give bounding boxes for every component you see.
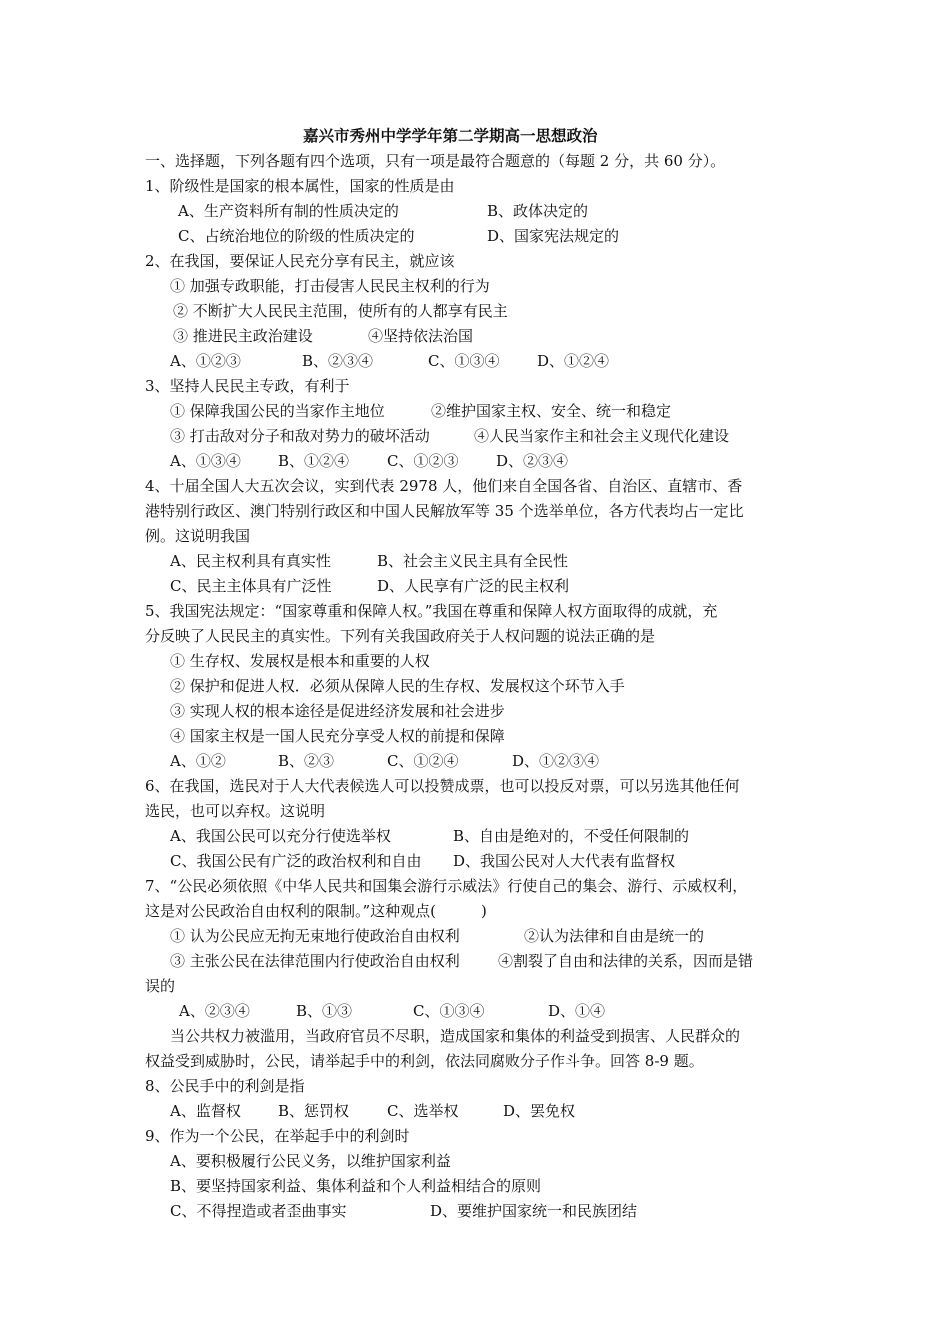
question-5-statement-1: ① 生存权、发展权是根本和重要的人权 [170, 652, 430, 670]
question-2-option-c: C、①③④ [428, 352, 500, 370]
question-3-option-b: B、①②④ [278, 452, 350, 470]
question-1-option-a: A、生产资料所有制的性质决定的 [178, 202, 399, 220]
question-7-options [0, 999, 950, 1023]
question-2-stem: 2、在我国，要保证人民充分享有民主，就应该 [145, 252, 455, 270]
question-2-statement-2: ② 不断扩大人民民主范围，使所有的人都享有民主 [173, 302, 508, 320]
question-2-statements-row [0, 324, 950, 348]
section-heading: 一、选择题，下列各题有四个选项，只有一项是最符合题意的（每题 2 分，共 60 分）。 [145, 152, 726, 170]
question-3-stem: 3、坚持人民民主专政，有利于 [145, 377, 350, 395]
passage-line-1: 当公共权力被滥用，当政府官员不尽职，造成国家和集体的利益受到损害、人民群众的 [170, 1027, 741, 1045]
question-3-option-c: C、①②③ [387, 452, 459, 470]
question-5-statement-2: ② 保护和促进人权．必须从保障人民的生存权、发展权这个环节入手 [170, 677, 625, 695]
question-7-statements-row-2 [0, 949, 950, 973]
question-3-statement-2: ②维护国家主权、安全、统一和稳定 [431, 402, 672, 420]
question-9-stem: 9、作为一个公民，在举起手中的利剑时 [145, 1127, 410, 1145]
question-5-statement-3: ③ 实现人权的根本途径是促进经济发展和社会进步 [170, 702, 505, 720]
question-7-statements-row-1 [0, 924, 950, 948]
question-2-option-d: D、①②④ [537, 352, 610, 370]
question-2-statement-1: ① 加强专政职能，打击侵害人民民主权利的行为 [170, 277, 490, 295]
question-4-options-row-1 [0, 549, 950, 573]
question-1-options-row-2 [0, 224, 950, 248]
question-3-statement-4: ④人民当家作主和社会主义现代化建设 [474, 427, 730, 445]
question-4-stem-line-1: 4、十届全国人大五次会议，实到代表 2978 人，他们来自全国各省、自治区、直辖市、香 [145, 477, 743, 495]
question-8-options [0, 1099, 950, 1123]
question-8-option-a: A、监督权 [170, 1102, 241, 1120]
question-9-option-d: D、要维护国家统一和民族团结 [430, 1202, 638, 1220]
question-1-option-d: D、国家宪法规定的 [487, 227, 620, 245]
question-3-statements-row-1 [0, 399, 950, 423]
question-7-statement-3: ③ 主张公民在法律范围内行使政治自由权利 [170, 952, 460, 970]
question-7-stem-line-2: 这是对公民政治自由权利的限制。”这种观点( ) [145, 902, 487, 920]
question-7-statement-2: ②认为法律和自由是统一的 [524, 927, 705, 945]
question-3-statements-row-2 [0, 424, 950, 448]
question-1-option-b: B、政体决定的 [487, 202, 589, 220]
question-6-stem-line-2: 选民，也可以弃权。这说明 [145, 802, 326, 820]
question-2-option-a: A、①②③ [170, 352, 241, 370]
question-6-stem-line-1: 6、在我国，选民对于人大代表候选人可以投赞成票，也可以投反对票，可以另选其他任何 [145, 777, 740, 795]
question-4-option-a: A、民主权利具有真实性 [170, 552, 331, 570]
question-6-option-c: C、我国公民有广泛的政治权利和自由 [170, 852, 422, 870]
question-6-option-a: A、我国公民可以充分行使选举权 [170, 827, 391, 845]
question-5-option-d: D、①②③④ [512, 752, 600, 770]
question-3-option-d: D、②③④ [496, 452, 569, 470]
question-6-option-d: D、我国公民对人大代表有监督权 [453, 852, 676, 870]
question-3-statement-3: ③ 打击敌对分子和敌对势力的破坏活动 [170, 427, 430, 445]
question-4-stem-line-2: 港特别行政区、澳门特别行政区和中国人民解放军等 35 个选举单位，各方代表均占一定比 [145, 502, 744, 520]
question-7-statement-1: ① 认为公民应无拘无束地行使政治自由权利 [170, 927, 460, 945]
question-8-stem: 8、公民手中的利剑是指 [145, 1077, 305, 1095]
question-5-option-b: B、②③ [278, 752, 335, 770]
question-2-statement-4: ④坚持依法治国 [368, 327, 474, 345]
question-7-option-b: B、①③ [296, 1002, 353, 1020]
question-3-options [0, 449, 950, 473]
question-7-statement-4-continued: 误的 [145, 977, 176, 995]
question-4-option-b: B、社会主义民主具有全民性 [377, 552, 569, 570]
question-5-statement-4: ④ 国家主权是一国人民充分享受人权的前提和保障 [170, 727, 505, 745]
question-4-option-d: D、人民享有广泛的民主权利 [377, 577, 570, 595]
question-4-options-row-2 [0, 574, 950, 598]
question-7-statement-4: ④割裂了自由和法律的关系，因而是错 [498, 952, 754, 970]
question-7-option-d: D、①④ [548, 1002, 606, 1020]
question-8-option-c: C、选举权 [387, 1102, 459, 1120]
question-4-stem-line-3: 例。这说明我国 [145, 527, 251, 545]
question-2-statement-3: ③ 推进民主政治建设 [173, 327, 313, 345]
question-3-statement-1: ① 保障我国公民的当家作主地位 [170, 402, 385, 420]
question-9-option-c: C、不得捏造或者歪曲事实 [170, 1202, 347, 1220]
question-7-option-c: C、①③④ [413, 1002, 485, 1020]
question-6-options-row-2 [0, 849, 950, 873]
question-3-option-a: A、①③④ [170, 452, 241, 470]
question-7-option-a: A、②③④ [179, 1002, 250, 1020]
question-1-options-row-1 [0, 199, 950, 223]
question-8-option-b: B、惩罚权 [278, 1102, 350, 1120]
passage-line-2: 权益受到威胁时，公民，请举起手中的利剑，依法同腐败分子作斗争。回答 8-9 题。 [145, 1052, 704, 1070]
question-5-stem-line-2: 分反映了人民民主的真实性。下列有关我国政府关于人权问题的说法正确的是 [145, 627, 656, 645]
question-6-option-b: B、自由是绝对的，不受任何限制的 [453, 827, 690, 845]
question-6-options-row-1 [0, 824, 950, 848]
question-5-option-a: A、①② [170, 752, 226, 770]
question-5-option-c: C、①②④ [387, 752, 459, 770]
question-1-stem: 1、阶级性是国家的根本属性，国家的性质是由 [145, 177, 455, 195]
question-7-stem-line-1: 7、“公民必须依照《中华人民共和国集会游行示威法》行使自己的集会、游行、示威权利， [145, 877, 748, 895]
question-5-options [0, 749, 950, 773]
question-8-option-d: D、罢免权 [503, 1102, 576, 1120]
question-2-option-b: B、②③④ [302, 352, 374, 370]
question-9-option-a: A、要积极履行公民义务，以维护国家利益 [170, 1152, 451, 1170]
question-2-options [0, 349, 950, 373]
question-5-stem-line-1: 5、我国宪法规定：“国家尊重和保障人权。”我国在尊重和保障人权方面取得的成就，充 [145, 602, 718, 620]
exam-title: 嘉兴市秀州中学学年第二学期高一思想政治 [303, 126, 598, 145]
question-9-option-b: B、要坚持国家利益、集体利益和个人利益相结合的原则 [170, 1177, 542, 1195]
question-1-option-c: C、占统治地位的阶级的性质决定的 [178, 227, 415, 245]
question-4-option-c: C、民主主体具有广泛性 [170, 577, 332, 595]
question-9-options-row [0, 1199, 950, 1223]
